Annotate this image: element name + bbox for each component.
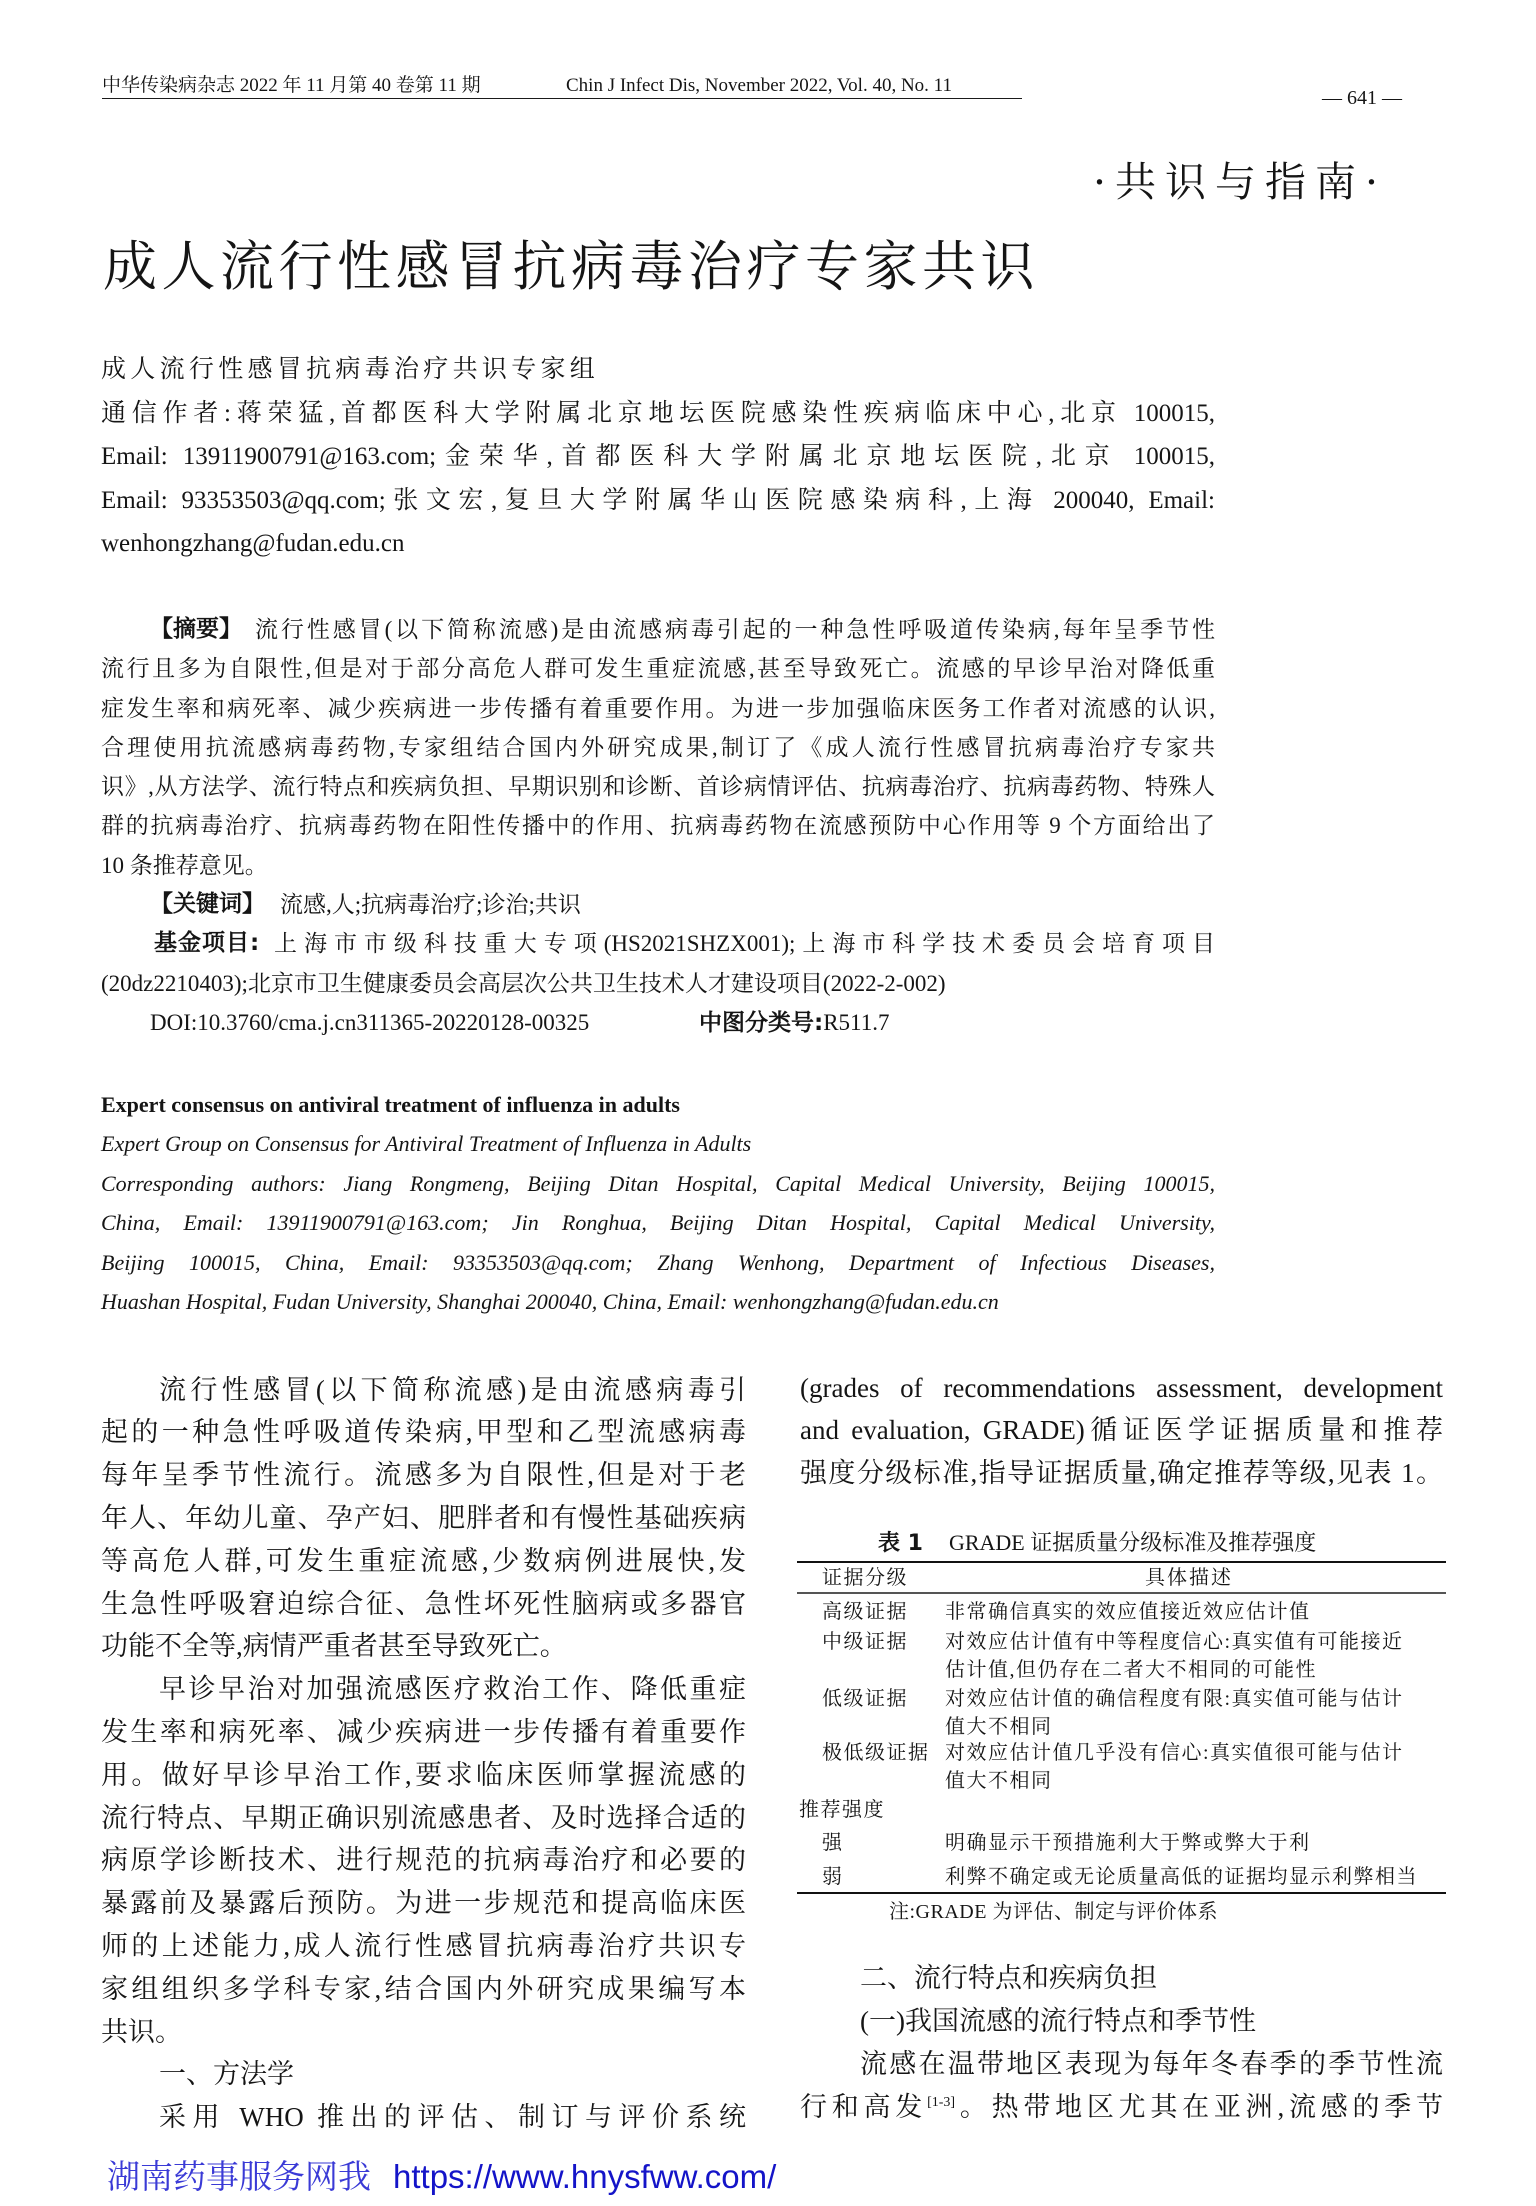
section-heading-methods: 一、方法学	[159, 2059, 294, 2090]
author-block	[101, 348, 1215, 566]
table-1	[797, 1529, 1446, 1929]
funding-text: 上海市市级科技重大专项(HS2021SHZX001);上海市科学技术委员会培育项目	[274, 931, 1215, 957]
description-line: 估计值,但仍存在二者大不相同的可能性	[945, 1659, 1317, 1681]
doi-line	[101, 1003, 1215, 1042]
description-line: 值大不相同	[945, 1770, 1053, 1792]
abstract-label: 【摘要】	[150, 616, 242, 642]
strength-grade: 强	[822, 1832, 844, 1854]
table-caption	[878, 1529, 1316, 1558]
correspondence-line: Email: 93353503@qq.com;张文宏,复旦大学附属华山医院感染病科,上海 200040, Email:	[101, 486, 1215, 514]
english-correspondence-line: Huashan Hospital, Fudan University, Shanghai 200040, China, Email: wenhongzhang@fudan.edu.cn	[101, 1288, 999, 1314]
description-line: 非常确信真实的效应值接近效应估计值	[945, 1601, 1311, 1623]
description-line: 对效应估计值的确信程度有限:真实值可能与估计	[945, 1688, 1404, 1710]
funding-text: (20dz2210403);北京市卫生健康委员会高层次公共卫生技术人才建设项目(2022-2-002)	[101, 970, 946, 996]
website-watermark	[107, 2157, 776, 2198]
body-line: 发生率和病死率、减少疾病进一步传播有着重要作	[101, 1716, 746, 1747]
table-bottom-rule	[797, 1892, 1446, 1894]
author-group: 成人流行性感冒抗病毒治疗共识专家组	[101, 356, 600, 383]
strength-description: 明确显示干预措施利大于弊或弊大于利	[945, 1832, 1311, 1854]
keywords-text: 流感,人;抗病毒治疗;诊治;共识	[280, 892, 581, 918]
keywords-label: 【关键词】	[150, 891, 265, 918]
body-line: 起的一种急性呼吸道传染病,甲型和乙型流感病毒	[101, 1417, 746, 1448]
table-row	[797, 1598, 1446, 1626]
body-line: 师的上述能力,成人流行性感冒抗病毒治疗共识专	[101, 1930, 746, 1961]
table-header-description: 具体描述	[1145, 1567, 1233, 1589]
recommendation-strength-header: 推荐强度	[799, 1799, 885, 1821]
abstract-text-line: 症发生率和病死率、减少疾病进一步传播有着重要作用。为进一步加强临床医务工作者对流感的认识,	[101, 695, 1215, 721]
evidence-grade: 中级证据	[822, 1631, 908, 1653]
running-head	[102, 75, 1022, 99]
watermark-site-name: 湖南药事服务网我	[107, 2157, 371, 2196]
evidence-description	[945, 1739, 1404, 1795]
evidence-grade: 极低级证据	[822, 1742, 930, 1764]
body-column-right-bottom	[800, 1957, 1443, 2129]
subsection-heading-seasonality: (一)我国流感的流行特点和季节性	[860, 2005, 1256, 2036]
english-correspondence-line: Beijing 100015, China, Email: 93353503@qq.com; Zhang Wenhong, Department of Infectious Diseases,	[101, 1249, 1215, 1275]
evidence-grade: 高级证据	[822, 1601, 908, 1623]
body-line: 病原学诊断技术、进行规范的抗病毒治疗和必要的	[101, 1845, 746, 1876]
description-line: 值大不相同	[945, 1716, 1053, 1738]
correspondence-line: wenhongzhang@fudan.edu.cn	[101, 530, 405, 557]
citation-reference: [1-3]	[927, 2094, 956, 2110]
section-heading-epidemiology: 二、流行特点和疾病负担	[860, 1962, 1157, 1993]
english-title: Expert consensus on antiviral treatment of influenza in adults	[101, 1092, 680, 1117]
strength-description: 利弊不确定或无论质量高低的证据均显示利弊相当	[945, 1866, 1418, 1888]
strength-grade: 弱	[822, 1866, 844, 1888]
table-header-grade: 证据分级	[822, 1567, 908, 1589]
body-line: 暴露前及暴露后预防。为进一步规范和提高临床医	[101, 1888, 746, 1919]
table-caption-label: 表 1	[878, 1531, 923, 1556]
abstract-text-line: 识》,从方法学、流行特点和疾病负担、早期识别和诊断、首诊病情评估、抗病毒治疗、抗病毒药物、特殊人	[101, 774, 1215, 800]
body-line: 等高危人群,可发生重症流感,少数病例进展快,发	[101, 1545, 746, 1576]
english-correspondence-line: China, Email: 13911900791@163.com; Jin Ronghua, Beijing Ditan Hospital, Capital Medical University,	[101, 1210, 1215, 1236]
body-column-right-top	[800, 1367, 1443, 1495]
abstract-line	[101, 610, 1215, 649]
abstract-text-line: 10 条推荐意见。	[101, 852, 268, 878]
table-caption-text: GRADE 证据质量分级标准及推荐强度	[948, 1530, 1317, 1555]
english-author-group: Expert Group on Consensus for Antiviral Treatment of Influenza in Adults	[101, 1131, 752, 1157]
evidence-grade: 低级证据	[822, 1688, 908, 1710]
body-text: 行和高发	[800, 2091, 928, 2122]
section-label: ·共识与指南·	[1093, 158, 1388, 206]
english-correspondence-line: Corresponding authors: Jiang Rongmeng, Beijing Ditan Hospital, Capital Medical University, Beijing 100015,	[101, 1170, 1215, 1196]
funding-label: 基金项目:	[154, 930, 261, 957]
table-row	[797, 1739, 1446, 1792]
body-line: 用。做好早诊早治工作,要求临床医师掌握流感的	[101, 1759, 746, 1790]
body-line: 采用 WHO 推出的评估、制订与评价系统	[159, 2102, 746, 2133]
table-header-rule	[797, 1592, 1446, 1594]
body-line	[800, 2086, 1443, 2129]
table-row	[797, 1685, 1446, 1738]
abstract-text-line: 流行且多为自限性,但是对于部分高危人群可发生重症流感,甚至导致死亡。流感的早诊早治对降低重	[101, 656, 1215, 682]
table-row	[797, 1863, 1446, 1891]
table-note: 注:GRADE 为评估、制定与评价体系	[889, 1901, 1218, 1923]
correspondence-line: 通信作者:蒋荣猛,首都医科大学附属北京地坛医院感染性疾病临床中心,北京 100015,	[101, 399, 1215, 427]
body-line: 每年呈季节性流行。流感多为自限性,但是对于老	[101, 1460, 746, 1491]
body-line: 流行特点、早期正确识别流感患者、及时选择合适的	[101, 1802, 746, 1833]
evidence-description	[945, 1628, 1404, 1684]
abstract-text-line: 流行性感冒(以下简称流感)是由流感病毒引起的一种急性呼吸道传染病,每年呈季节性	[255, 617, 1215, 642]
keywords-line	[101, 885, 1215, 924]
clc-label: 中图分类号:	[699, 1009, 824, 1036]
body-line: (grades of recommendations assessment, development	[800, 1372, 1443, 1403]
journal-citation-cn: 中华传染病杂志 2022 年 11 月第 40 卷第 11 期	[102, 75, 481, 96]
body-column-left	[101, 1369, 746, 2139]
body-line: 家组组织多学科专家,结合国内外研究成果编写本	[101, 1973, 746, 2004]
article-title: 成人流行性感冒抗病毒治疗专家共识	[103, 235, 1039, 298]
abstract-text-line: 合理使用抗流感病毒药物,专家组结合国内外研究成果,制订了《成人流行性感冒抗病毒治疗专家共	[101, 734, 1215, 760]
watermark-url: https://www.hnysfww.com/	[393, 2158, 777, 2195]
table-row	[797, 1628, 1446, 1681]
evidence-description	[945, 1685, 1404, 1741]
body-line: 早诊早治对加强流感医疗救治工作、降低重症	[159, 1674, 746, 1705]
abstract-block	[101, 610, 1215, 1042]
page-number: — 641 —	[1322, 87, 1402, 109]
table-top-rule	[797, 1561, 1446, 1563]
english-abstract-header	[101, 1085, 1215, 1321]
body-line: 生急性呼吸窘迫综合征、急性坏死性脑病或多器官	[101, 1588, 746, 1619]
doi-text: DOI:10.3760/cma.j.cn311365-20220128-00325	[150, 1009, 590, 1035]
clc-number	[699, 1003, 889, 1043]
funding-line	[101, 924, 1215, 963]
table-row	[797, 1829, 1446, 1857]
body-line: 流行性感冒(以下简称流感)是由流感病毒引	[159, 1374, 746, 1405]
body-line: 强度分级标准,指导证据质量,确定推荐等级,见表 1。	[800, 1458, 1443, 1489]
body-line: 共识。	[101, 2016, 182, 2047]
body-text: 。热带地区尤其在亚洲,流感的季节	[955, 2091, 1444, 2122]
body-line: 功能不全等,病情严重者甚至导致死亡。	[101, 1631, 567, 1662]
body-line: 流感在温带地区表现为每年冬春季的季节性流	[860, 2048, 1443, 2079]
body-line: and evaluation, GRADE)循证医学证据质量和推荐	[800, 1415, 1443, 1446]
correspondence-line: Email: 13911900791@163.com;金荣华,首都医科大学附属北京地坛医院,北京 100015,	[101, 443, 1215, 470]
description-line: 对效应估计值有中等程度信心:真实值有可能接近	[945, 1631, 1404, 1653]
journal-citation-en: Chin J Infect Dis, November 2022, Vol. 40, No. 11	[566, 75, 952, 96]
body-line: 年人、年幼儿童、孕产妇、肥胖者和有慢性基础疾病	[101, 1502, 746, 1533]
description-line: 对效应估计值几乎没有信心:真实值很可能与估计	[945, 1742, 1404, 1764]
clc-value: R511.7	[823, 1009, 890, 1035]
abstract-text-line: 群的抗病毒治疗、抗病毒药物在阳性传播中的作用、抗病毒药物在流感预防中心作用等 9 个方面给出了	[101, 813, 1215, 839]
evidence-description	[945, 1598, 1311, 1626]
